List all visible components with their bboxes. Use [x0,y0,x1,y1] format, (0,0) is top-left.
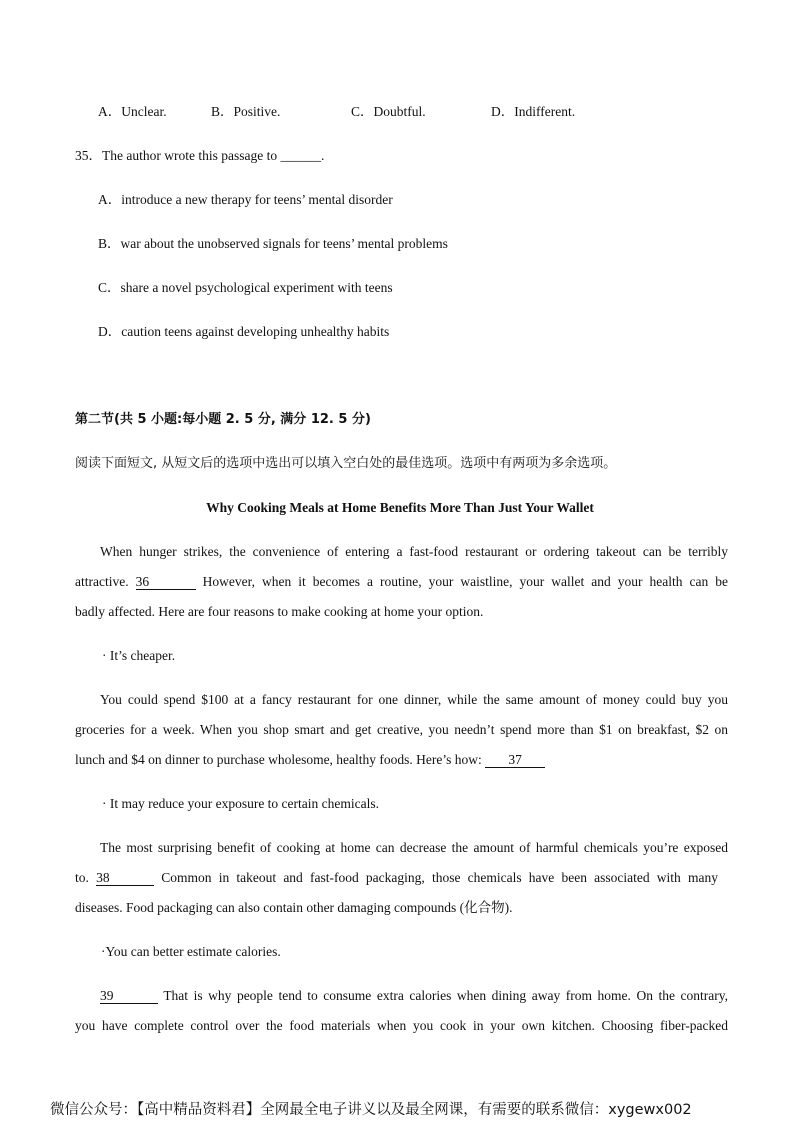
p1-line-2-a: attractive. [75,574,129,589]
q35-stem-text: 35．The author wrote this passage to [75,148,278,163]
q35-option-b: B．war about the unobserved signals for teens’ mental problems [98,236,448,251]
p1-line-2-b: However, when it becomes a routine, your waistline, your wallet and your health can be [202,574,728,589]
q35-stem-blank: ______ [280,148,321,163]
p2-line-2: groceries for a week. When you shop smart and get creative, you needn’t spend more than $1 on breakfast, $2 on [75,722,728,737]
heading-chemicals: · It may reduce your exposure to certain chemicals. [102,796,380,811]
p3-line-2-a: to. [75,870,89,885]
p1-line-1: When hunger strikes, the convenience of entering a fast-food restaurant or ordering takeout can be terribly [100,544,728,559]
p3-line-2-b: Common in takeout and fast-food packaging, those chemicals have been associated with many [161,870,718,885]
q35-stem [75,147,324,165]
q34-option-b: B．Positive. [211,104,281,119]
blank-38[interactable]: 38 [96,871,154,886]
section-heading: 第二节(共 5 小题:每小题 2. 5 分, 满分 12. 5 分) [75,412,371,427]
heading-cheaper: · It’s cheaper. [102,648,176,663]
blank-39[interactable]: 39 [100,989,158,1004]
q34-option-d: D．Indifferent. [491,104,576,119]
p3-line-2 [75,869,718,887]
p1-line-2 [75,573,728,591]
p1-line-3: badly affected. Here are four reasons to make cooking at home your option. [75,604,484,619]
p3-line-3: diseases. Food packaging can also contain other damaging compounds (化合物). [75,900,513,915]
p2-line-3-text: lunch and $4 on dinner to purchase wholesome, healthy foods. Here’s how: [75,752,482,767]
p4-line-1-b: That is why people tend to consume extra calories when dining away from home. On the contrary, [163,988,729,1003]
p4-line-1 [100,987,728,1005]
q34-options [98,103,575,121]
p2-line-3 [75,751,545,769]
section-instruction: 阅读下面短文, 从短文后的选项中选出可以填入空白处的最佳选项。选项中有两项为多余选项。 [75,456,617,471]
blank-36[interactable]: 36 [136,575,196,590]
blank-37[interactable]: 37 [485,753,545,768]
p4-line-2: you have complete control over the food materials when you cook in your own kitchen. Choosing fiber-packed [75,1018,728,1033]
q35-option-a: A．introduce a new therapy for teens’ mental disorder [98,192,393,207]
q35-stem-suffix: . [320,148,325,163]
q34-option-a: A．Unclear. [98,104,167,119]
passage-title: Why Cooking Meals at Home Benefits More Than Just Your Wallet [206,500,594,515]
heading-calories: ·You can better estimate calories. [101,944,281,959]
q34-option-c: C．Doubtful. [351,104,426,119]
footer-watermark: 微信公众号：【高中精品资料君】全网最全电子讲义以及最全网课，有需要的联系微信：xygewx002 [50,1102,692,1118]
p3-line-1: The most surprising benefit of cooking at home can decrease the amount of harmful chemicals you’re exposed [100,840,728,855]
p2-line-1: You could spend $100 at a fancy restaurant for one dinner, while the same amount of money could buy you [100,692,728,707]
q35-option-d: D．caution teens against developing unhealthy habits [98,324,390,339]
q35-option-c: C．share a novel psychological experiment with teens [98,280,393,295]
